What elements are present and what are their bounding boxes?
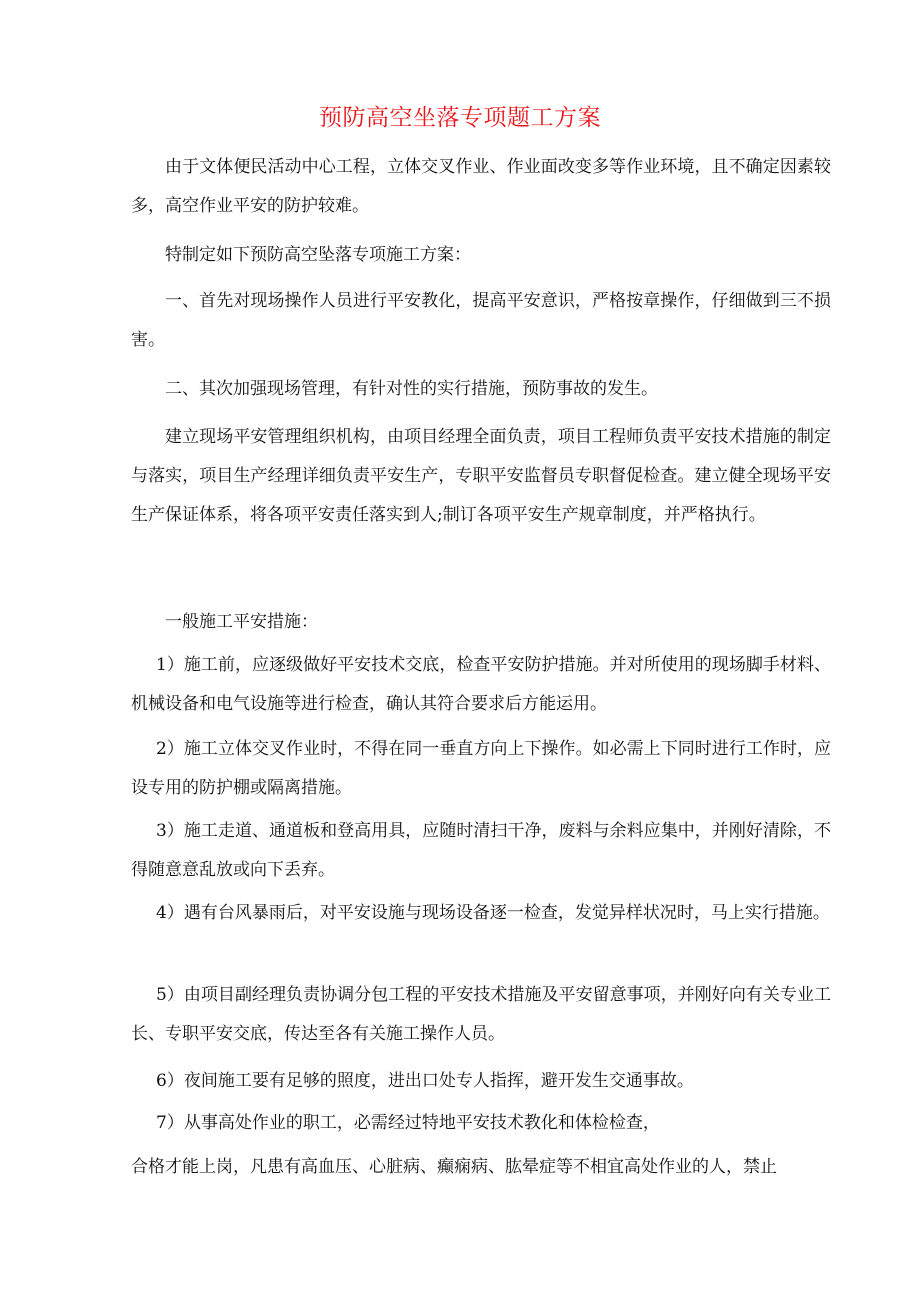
paragraph-point-two: 二、其次加强现场管理，有针对性的实行措施，预防事故的发生。 xyxy=(165,379,658,399)
list-item-3: 3）施工走道、通道板和登高用具，应随时清扫干净，废料与余料应集中，并刚好清除，不得随意意乱放或向下丢弃。 xyxy=(131,821,831,880)
paragraph-point-one: 一、首先对现场操作人员进行平安教化，提高平安意识，严格按章操作，仔细做到三不损害。 xyxy=(131,291,831,350)
list-item-4: 4）遇有台风暴雨后，对平安设施与现场设备逐一检查，发觉异样状况时，马上实行措施。 xyxy=(156,903,830,923)
document-title: 预防高空坐落专项题工方案 xyxy=(319,105,601,131)
list-item-7: 7）从事高处作业的职工，必需经过特地平安技术教化和体检检查， xyxy=(156,1113,660,1133)
list-item-2: 2）施工立体交叉作业时，不得在同一垂直方向上下操作。如必需上下同时进行工作时，应设专用的防护棚或隔离措施。 xyxy=(131,739,831,798)
paragraph-organization: 建立现场平安管理组织机构，由项目经理全面负责，项目工程师负责平安技术措施的制定与落实，项目生产经理详细负责平安生产，专职平安监督员专职督促检查。建立健全现场平安生产保证体系，将各项平安责任落实到人;制订各项平安生产规章制度，并严格执行。 xyxy=(131,427,831,525)
list-item-7-continuation: 合格才能上岗，凡患有高血压、心脏病、癫痫病、肱晕症等不相宜高处作业的人，禁止 xyxy=(131,1157,777,1177)
paragraph-intro: 由于文体便民活动中心工程，立体交叉作业、作业面改变多等作业环境，且不确定因素较多，高空作业平安的防护较难。 xyxy=(131,157,831,216)
list-item-1: 1）施工前，应逐级做好平安技术交底，检查平安防护措施。并对所使用的现场脚手材料、机械设备和电气设施等进行检查，确认其符合要求后方能运用。 xyxy=(131,655,831,714)
paragraph-plan-heading: 特制定如下预防高空坠落专项施工方案： xyxy=(165,245,471,265)
list-item-6: 6）夜间施工要有足够的照度，进出口处专人指挥，避开发生交通事故。 xyxy=(156,1071,694,1091)
list-item-5: 5）由项目副经理负责协调分包工程的平安技术措施及平安留意事项，并刚好向有关专业工长、专职平安交底，传达至各有关施工操作人员。 xyxy=(131,985,831,1044)
paragraph-general-measures-heading: 一般施工平安措施： xyxy=(165,612,318,632)
